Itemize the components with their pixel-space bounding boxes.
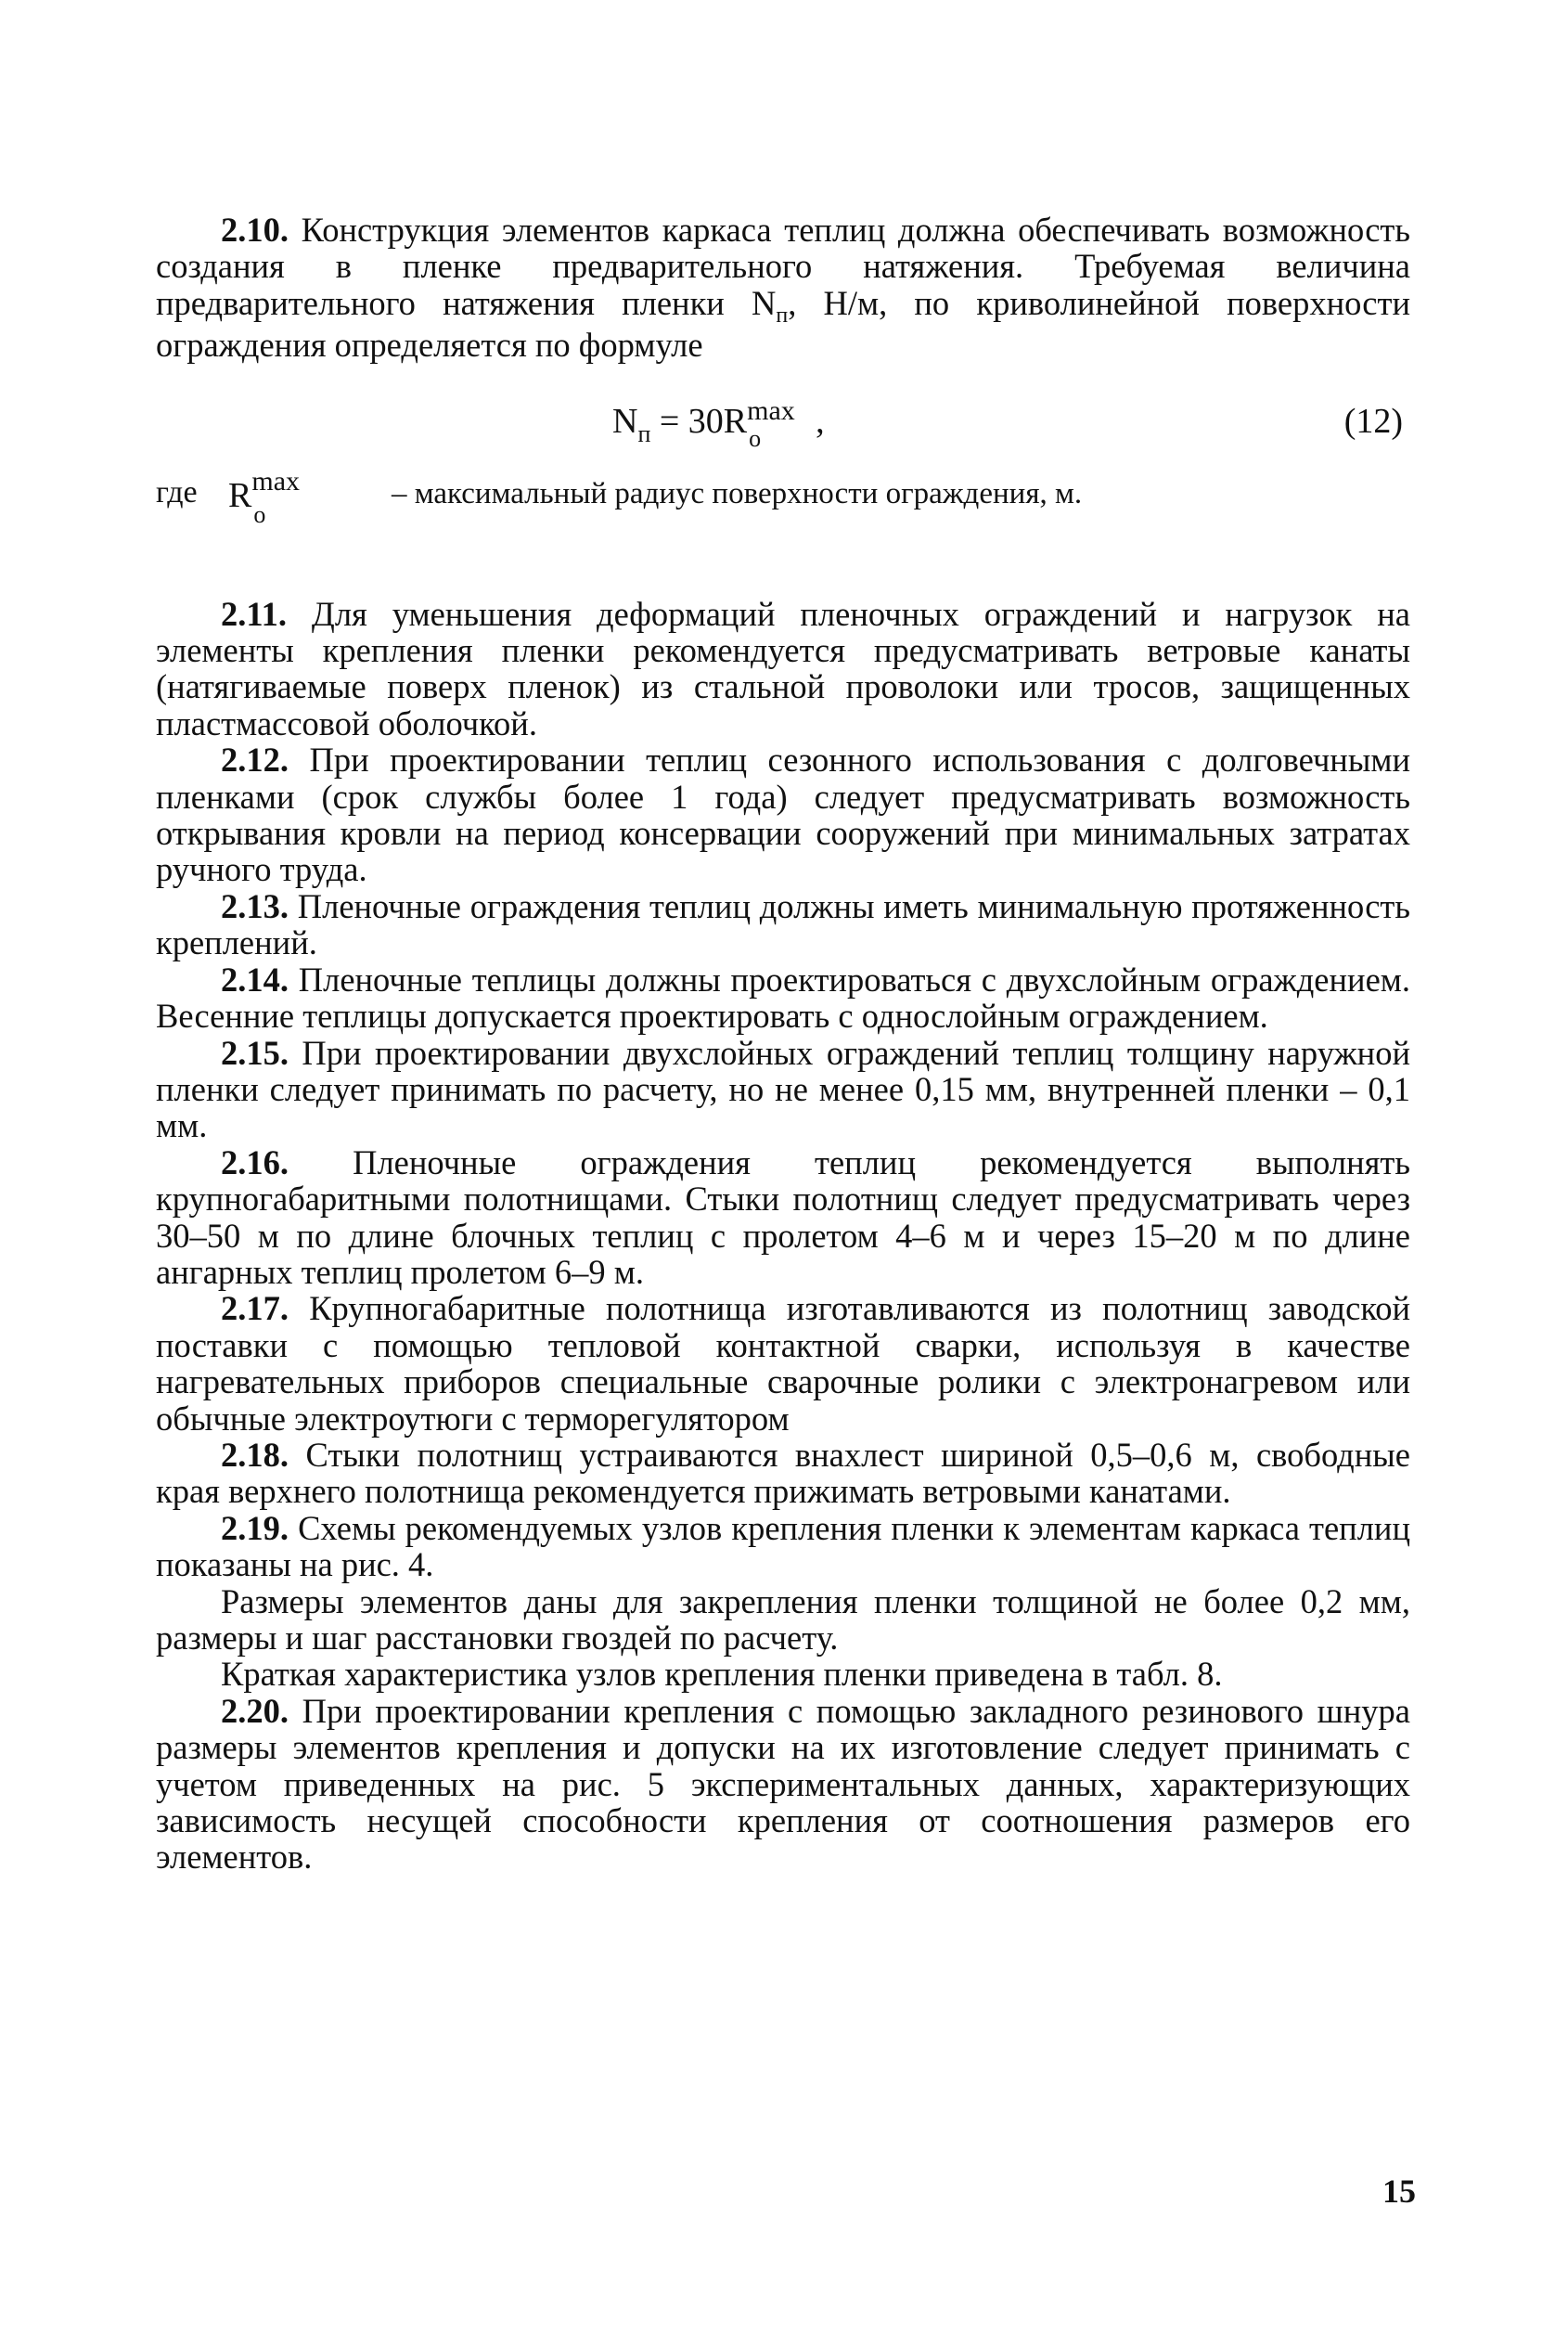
paragraph xyxy=(156,1035,1410,1144)
document-page xyxy=(156,212,1410,1876)
formula-lhs-subscript: п xyxy=(637,419,651,447)
formula-superscript: max xyxy=(747,394,795,426)
paragraph xyxy=(156,1656,1410,1692)
paragraph xyxy=(156,961,1410,1035)
paragraph xyxy=(156,1510,1410,1583)
paragraph xyxy=(156,596,1410,742)
paragraph xyxy=(156,1583,1410,1657)
paragraph xyxy=(156,1693,1410,1876)
formula-12 xyxy=(156,377,1410,460)
paragraph-text: Размеры элементов даны для закрепления пленки толщиной не более 0,2 мм, размеры и шаг расстановки гвоздей по расчету. xyxy=(156,1581,1410,1657)
paragraph-number: 2.10. xyxy=(221,211,289,249)
paragraph-number: 2.15. xyxy=(221,1033,289,1072)
paragraph-text: Краткая характеристика узлов крепления пленки приведена в табл. 8. xyxy=(221,1655,1223,1694)
where-symbol-base: R xyxy=(228,475,252,515)
where-definition xyxy=(156,460,1410,528)
paragraph-text: Стыки полотнищ устраиваются внахлест шириной 0,5–0,6 м, свободные края верхнего полотнища рекомендуется прижимать ветровыми канатами. xyxy=(156,1435,1410,1511)
paragraph xyxy=(156,888,1410,961)
paragraph xyxy=(156,1437,1410,1510)
paragraph-text: Крупногабаритные полотнища изготавливаются из полотнищ заводской поставки с помощью тепловой контактной сварки, используя в качестве нагревательных приборов специальные сварочные ролики с электронагревом или обычные электроутюги с терморегулятором xyxy=(156,1289,1410,1438)
paragraph-text: Пленочные ограждения теплиц рекомендуется выполнять крупногабаритными полотнищами. Стыки полотнищ следует предусматривать через 30–50 м по длине блочных теплиц с пролетом 4–6 м и через 15–20 м по длине ангарных теплиц пролетом 6–9 м. xyxy=(156,1142,1410,1291)
paragraph-number: 2.20. xyxy=(221,1691,289,1730)
formula-number: (12) xyxy=(1343,401,1403,441)
paragraph-text: Пленочные ограждения теплиц должны иметь минимальную протяженность креплений. xyxy=(156,886,1410,962)
subscript: п xyxy=(776,303,789,328)
paragraph-number: 2.16. xyxy=(221,1142,289,1181)
paragraph-text: Для уменьшения деформаций пленочных ограждений и нагрузок на элементы крепления пленки рекомендуется предусматривать ветровые канаты (натягиваемые поверх пленок) из стальной проволоки или тросов, защищенных пластмассовой оболочкой. xyxy=(156,594,1410,742)
where-symbol xyxy=(228,465,316,528)
formula-lhs: N xyxy=(612,401,638,441)
paragraph xyxy=(156,742,1410,888)
paragraph xyxy=(156,1144,1410,1291)
where-description: – максимальный радиус поверхности ограждения, м. xyxy=(392,476,1083,510)
paragraph-text: При проектировании крепления с помощью закладного резинового шнура размеры элементов крепления и допуски на их изготовление следует принимать с учетом приведенных на рис. 5 экспериментальных данных, характеризующих зависимость несущей способности крепления от соотношения размеров его элементов. xyxy=(156,1691,1410,1877)
paragraph-number: 2.18. xyxy=(221,1435,289,1474)
paragraph-text: При проектировании двухслойных ограждений теплиц толщину наружной пленки следует принимать по расчету, но не менее 0,15 мм, внутренней пленки – 0,1 мм. xyxy=(156,1033,1410,1145)
paragraph-number: 2.11. xyxy=(221,594,287,633)
paragraph-number: 2.19. xyxy=(221,1508,289,1547)
paragraph-text: Конструкция элементов каркаса теплиц должна обеспечивать возможность создания в пленке предварительного натяжения. Требуемая величина предварительного натяжения пленки N xyxy=(156,211,1410,322)
paragraph-list xyxy=(156,596,1410,1876)
paragraph xyxy=(156,1290,1410,1437)
paragraph-number: 2.12. xyxy=(221,741,289,780)
paragraph-text-continued: , Н/м, по криволинейной поверхности ограждения определяется по формуле xyxy=(156,283,1410,365)
formula-trailing: , xyxy=(816,401,825,441)
formula-expression xyxy=(612,394,825,452)
where-symbol-superscript: max xyxy=(251,465,301,497)
formula-rhs: = 30R xyxy=(650,401,748,441)
paragraph-number: 2.14. xyxy=(221,960,289,999)
paragraph-text: Пленочные теплицы должны проектироваться с двухслойным ограждением. Весенние теплицы допускается проектировать с однослойным ограждением. xyxy=(156,960,1410,1036)
paragraph-number: 2.17. xyxy=(221,1289,289,1328)
formula-subscript: o xyxy=(749,424,762,452)
paragraph-number: 2.13. xyxy=(221,886,289,925)
paragraph-text: При проектировании теплиц сезонного использования с долговечными пленками (срок службы более 1 года) следует предусматривать возможность открывания кровли на период консервации сооружений при минимальных затратах ручного труда. xyxy=(156,741,1410,889)
paragraph-text: Схемы рекомендуемых узлов крепления пленки к элементам каркаса теплиц показаны на рис. 4. xyxy=(156,1508,1410,1584)
where-label: где xyxy=(156,474,198,510)
page-number: 15 xyxy=(1382,2173,1416,2210)
where-symbol-subscript: o xyxy=(253,500,266,528)
paragraph-2-10 xyxy=(156,212,1410,364)
